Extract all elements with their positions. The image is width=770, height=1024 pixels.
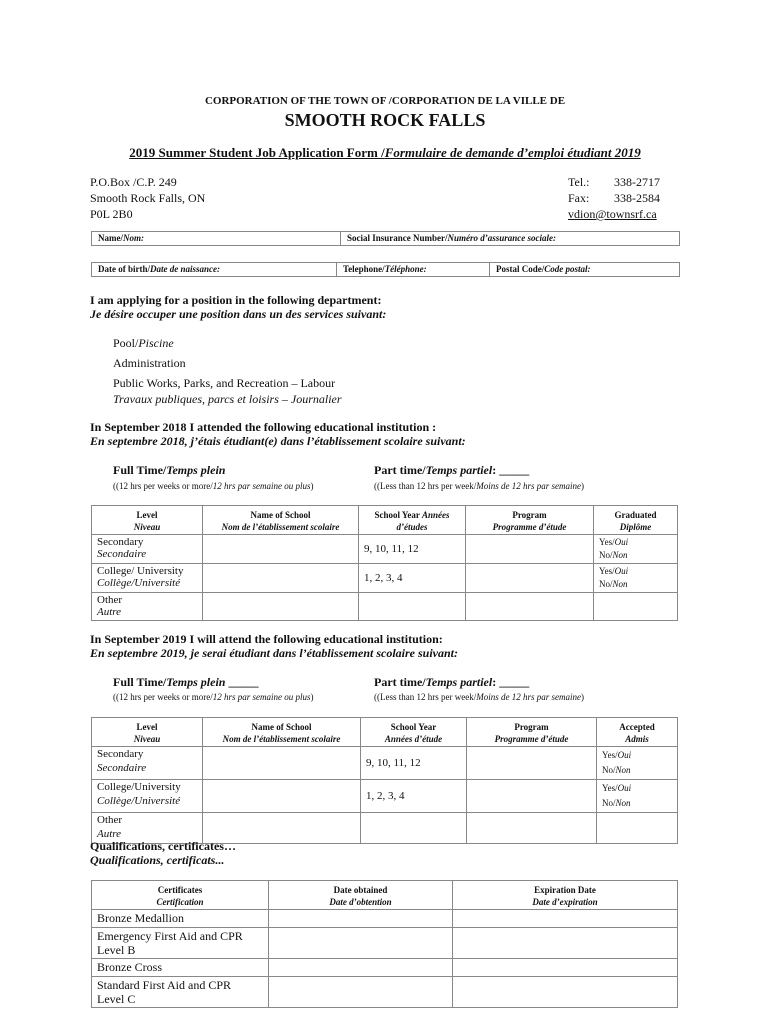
level-college-en: College/University <box>97 781 181 793</box>
department-question-en: I am applying for a position in the following department: <box>90 293 382 307</box>
level-secondary-en: Secondary <box>97 536 144 548</box>
school-en: Name of School <box>250 510 311 520</box>
certificate-name <box>92 977 269 1008</box>
pool-label-en: Pool/ <box>113 336 139 350</box>
edu2019-table <box>91 717 678 844</box>
level-cell <box>92 780 203 813</box>
edu2018-question-en: In September 2018 I attended the following educational institution : <box>90 420 437 434</box>
yes-en: Yes/ <box>602 750 618 760</box>
edu2018-table <box>91 505 678 621</box>
header-program <box>466 506 594 535</box>
table-row <box>92 593 678 621</box>
expiration-en: Expiration Date <box>534 885 596 895</box>
header-school <box>203 506 359 535</box>
level-college-en: College/ University <box>97 565 184 577</box>
fax-label: Fax: <box>568 191 590 205</box>
ft2018-en: Full Time/ <box>113 463 167 477</box>
accepted-choice[interactable] <box>597 747 678 780</box>
sin-label-fr: Numéro d’assurance sociale: <box>447 233 557 243</box>
expiration-date-input[interactable] <box>453 959 678 977</box>
years-cell[interactable] <box>359 593 466 621</box>
ft2018-fr: Temps plein <box>166 463 226 477</box>
contact-info <box>568 175 668 221</box>
years-cell[interactable]: 1, 2, 3, 4 <box>359 564 466 593</box>
pt2019-fr: Temps partiel <box>425 675 493 689</box>
date-obtained-input[interactable] <box>269 928 453 959</box>
table-row <box>92 747 678 780</box>
years-cell[interactable]: 9, 10, 11, 12 <box>359 535 466 564</box>
school-en: Name of School <box>251 722 312 732</box>
graduated-fr: Diplôme <box>619 522 652 532</box>
edu2019-question-en: In September 2019 I will attend the following educational institution: <box>90 632 443 646</box>
form-title-en: 2019 Summer Student Job Application Form / <box>129 145 385 160</box>
expiration-date-input[interactable] <box>453 910 678 928</box>
level-cell <box>92 564 203 593</box>
year-en: School Year <box>390 722 437 732</box>
edu2018-full-time-option[interactable] <box>113 463 225 478</box>
fax-number: 338-2584 <box>614 191 660 205</box>
pt2018-note-en: (Less than 12 hrs per week/ <box>377 481 477 491</box>
header-level <box>92 718 203 747</box>
postal-label-en: Postal Code/ <box>496 264 545 274</box>
no-fr: Non <box>615 765 631 775</box>
level-other-en: Other <box>97 594 123 606</box>
table-row <box>92 977 678 1008</box>
edu2018-question-fr: En septembre 2018, j’étais étudiant(e) dans l’établissement scolaire suivant: <box>90 434 466 448</box>
years-cell[interactable]: 9, 10, 11, 12 <box>361 747 467 780</box>
postal-label-fr: Code postal: <box>544 264 591 274</box>
qualifications-table <box>91 880 678 1008</box>
program-fr: Programme d’étude <box>492 522 567 532</box>
accepted-choice[interactable] <box>597 780 678 813</box>
edu2018-full-time-note: ((12 hrs per weeks or more/12 hrs par semaine ou plus) <box>113 481 314 491</box>
accepted-choice[interactable] <box>597 813 678 844</box>
school-input[interactable] <box>203 535 359 564</box>
yes-fr: Oui <box>617 750 632 760</box>
certificate-name: Bronze Medallion <box>92 910 269 928</box>
school-input[interactable] <box>203 593 359 621</box>
table-row <box>92 535 678 564</box>
expiration-fr: Date d’expiration <box>532 897 598 907</box>
date-obtained-input[interactable] <box>269 910 453 928</box>
table-row <box>92 780 678 813</box>
pt2019-note-en: (Less than 12 hrs per week/ <box>377 692 477 702</box>
no-fr: Non <box>612 550 628 560</box>
sin-field[interactable] <box>341 232 681 245</box>
ft2019-blank: _____ <box>225 675 259 689</box>
no-en: No/ <box>602 765 616 775</box>
tel-label: Tel.: <box>568 175 590 189</box>
corporation-line: CORPORATION OF THE TOWN OF /CORPORATION DE LA VILLE DE <box>204 95 566 107</box>
pt2019-note-fr: Moins de 12 hrs par semaine <box>476 692 581 702</box>
years-cell[interactable] <box>361 813 467 844</box>
program-input[interactable] <box>466 564 594 593</box>
pt2018-fr: Temps partiel <box>425 463 493 477</box>
address-line-3: P0L 2B0 <box>90 207 133 221</box>
table-header-row <box>92 718 678 747</box>
name-label-fr: Nom: <box>123 233 144 243</box>
program-input[interactable] <box>467 780 597 813</box>
header-program <box>467 718 597 747</box>
year-fr: Années d’étude <box>384 734 443 744</box>
no-fr: Non <box>612 579 628 589</box>
header-graduated <box>594 506 678 535</box>
table-row <box>92 959 678 977</box>
pt2019-en: Part time/ <box>374 675 426 689</box>
edu2019-full-time-note: ((12 hrs per weeks or more/12 hrs par semaine ou plus) <box>113 692 314 702</box>
program-input[interactable] <box>467 813 597 844</box>
accepted-fr: Admis <box>625 734 649 744</box>
program-input[interactable] <box>466 535 594 564</box>
header-school <box>203 718 361 747</box>
level-cell <box>92 535 203 564</box>
dob-field[interactable] <box>92 263 337 276</box>
header-year <box>359 506 466 535</box>
school-fr: Nom de l’établissement scolaire <box>221 522 340 532</box>
obtained-en: Date obtained <box>333 885 388 895</box>
level-secondary-fr: Secondaire <box>97 548 147 560</box>
pt2018-note-fr: Moins de 12 hrs par semaine <box>476 481 581 491</box>
town-title: SMOOTH ROCK FALLS <box>284 110 486 130</box>
table-row <box>92 928 678 959</box>
telephone-label-fr: Téléphone: <box>384 264 427 274</box>
date-obtained-input[interactable] <box>269 959 453 977</box>
level-cell <box>92 593 203 621</box>
year-en: School Year <box>374 510 422 520</box>
tel-number: 338-2717 <box>614 175 660 189</box>
option-pool[interactable] <box>113 336 174 351</box>
pt2019-blank: : _____ <box>492 675 530 689</box>
edu2019-full-time-option[interactable] <box>113 675 258 690</box>
public-works-label-fr: Travaux publiques, parcs et loisirs – Journalier <box>113 392 342 406</box>
header-certificates <box>92 881 269 910</box>
telephone-label-en: Telephone/ <box>343 264 385 274</box>
cert-line-2: Level C <box>97 992 136 1006</box>
accepted-en: Accepted <box>619 722 655 732</box>
school-fr: Nom de l’établissement scolaire <box>222 734 341 744</box>
pt2018-blank: : _____ <box>492 463 530 477</box>
ft2019-fr: Temps plein <box>166 675 226 689</box>
expiration-date-input[interactable] <box>453 928 678 959</box>
no-en: No/ <box>599 550 613 560</box>
school-input[interactable] <box>203 564 359 593</box>
ft2019-note-en: (12 hrs per weeks or more/ <box>116 692 213 702</box>
certificate-name <box>92 928 269 959</box>
yes-fr: Oui <box>617 783 632 793</box>
name-label-en: Name/ <box>98 233 123 243</box>
cert-en: Certificates <box>157 885 203 895</box>
level-fr: Niveau <box>133 734 161 744</box>
year-fr: Années d’études <box>396 510 450 532</box>
edu2019-question-fr: En septembre 2019, je serai étudiant dans l’établissement scolaire suivant: <box>90 646 459 660</box>
ft2018-note-fr: 12 hrs par semaine ou plus <box>212 481 311 491</box>
name-field[interactable] <box>92 232 341 245</box>
level-secondary-en: Secondary <box>97 748 144 760</box>
yes-en: Yes/ <box>599 537 615 547</box>
graduated-choice[interactable] <box>594 593 678 621</box>
header-level <box>92 506 203 535</box>
public-works-label-en: Public Works, Parks, and Recreation – Labour <box>113 376 336 390</box>
level-cell <box>92 747 203 780</box>
program-input[interactable] <box>467 747 597 780</box>
header-date-obtained <box>269 881 453 910</box>
no-en: No/ <box>599 579 613 589</box>
header-year <box>361 718 467 747</box>
no-fr: Non <box>615 798 631 808</box>
cert-line-2: Level B <box>97 943 136 957</box>
pt2018-en: Part time/ <box>374 463 426 477</box>
school-input[interactable] <box>203 747 361 780</box>
table-header-row <box>92 506 678 535</box>
edu2018-part-time-option[interactable] <box>374 463 529 478</box>
address-line-1: P.O.Box /C.P. 249 <box>90 175 177 189</box>
ft2019-en: Full Time/ <box>113 675 167 689</box>
level-secondary-fr: Secondaire <box>97 762 147 774</box>
cert-line-1: Standard First Aid and CPR <box>97 978 232 992</box>
table-row <box>92 564 678 593</box>
level-other-fr: Autre <box>97 606 122 618</box>
ft2019-note-fr: 12 hrs par semaine ou plus <box>212 692 311 702</box>
option-administration[interactable]: Administration <box>113 356 186 370</box>
level-college-fr: Collège/Université <box>97 795 181 807</box>
level-en: Level <box>136 722 158 732</box>
certificate-name: Bronze Cross <box>92 959 269 977</box>
level-fr: Niveau <box>133 522 161 532</box>
dob-label-en: Date of birth/ <box>98 264 150 274</box>
qualifications-title-en: Qualifications, certificates… <box>90 839 236 853</box>
header-accepted <box>597 718 678 747</box>
yes-en: Yes/ <box>599 566 615 576</box>
school-input[interactable] <box>203 780 361 813</box>
graduated-choice[interactable] <box>594 535 678 564</box>
cert-fr: Certification <box>156 897 204 907</box>
ft2018-note-en: (12 hrs per weeks or more/ <box>116 481 213 491</box>
table-header-row <box>92 881 678 910</box>
program-en: Program <box>514 722 549 732</box>
postal-code-field[interactable] <box>490 263 681 276</box>
sin-label-en: Social Insurance Number/ <box>347 233 448 243</box>
department-question-fr: Je désire occuper une position dans un des services suivant: <box>90 307 387 321</box>
graduated-en: Graduated <box>614 510 657 520</box>
yes-fr: Oui <box>614 537 629 547</box>
level-college-fr: Collège/Université <box>97 577 181 589</box>
program-en: Program <box>512 510 547 520</box>
email-link[interactable]: vdion@townsrf.ca <box>568 207 657 221</box>
years-cell[interactable]: 1, 2, 3, 4 <box>361 780 467 813</box>
header-expiration-date <box>453 881 678 910</box>
level-en: Level <box>136 510 158 520</box>
dob-tel-postal-row <box>91 262 680 277</box>
level-other-fr: Autre <box>97 828 122 840</box>
pool-label-fr: Piscine <box>138 336 174 350</box>
obtained-fr: Date d’obtention <box>329 897 392 907</box>
yes-en: Yes/ <box>602 783 618 793</box>
expiration-date-input[interactable] <box>453 977 678 1008</box>
table-row <box>92 910 678 928</box>
date-obtained-input[interactable] <box>269 977 453 1008</box>
mailing-address <box>90 175 205 221</box>
cert-line-1: Emergency First Aid and CPR <box>97 929 243 943</box>
graduated-choice[interactable] <box>594 564 678 593</box>
qualifications-title-fr: Qualifications, certificats... <box>90 853 225 867</box>
level-other-en: Other <box>97 814 123 826</box>
yes-fr: Oui <box>614 566 629 576</box>
name-sin-row <box>91 231 680 246</box>
program-fr: Programme d’étude <box>494 734 569 744</box>
edu2019-part-time-option[interactable] <box>374 675 529 690</box>
edu2019-part-time-note: ((Less than 12 hrs per week/Moins de 12 hrs par semaine) <box>374 692 584 702</box>
edu2018-part-time-note: ((Less than 12 hrs per week/Moins de 12 hrs par semaine) <box>374 481 584 491</box>
dob-label-fr: Date de naissance: <box>150 264 220 274</box>
form-title <box>0 145 770 161</box>
no-en: No/ <box>602 798 616 808</box>
option-public-works[interactable] <box>113 376 342 407</box>
form-title-fr: Formulaire de demande d’emploi étudiant 2019 <box>384 145 641 160</box>
telephone-field[interactable] <box>337 263 490 276</box>
program-input[interactable] <box>466 593 594 621</box>
address-line-2: Smooth Rock Falls, ON <box>90 191 206 205</box>
